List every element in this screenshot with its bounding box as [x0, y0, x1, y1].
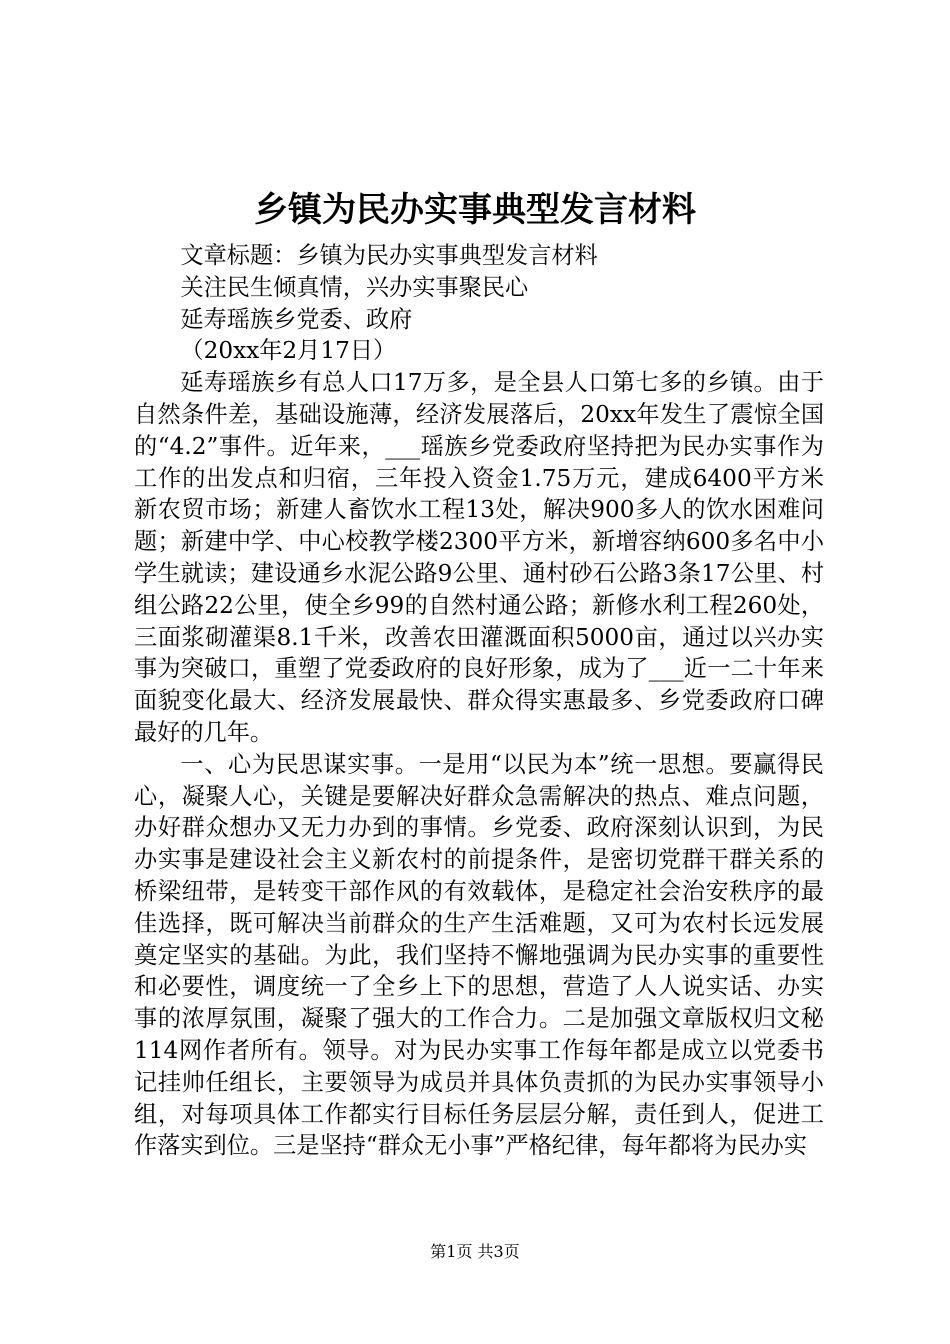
- article-author-line: 延寿瑶族乡党委、政府: [180, 305, 413, 333]
- document-title: 乡镇为民办实事典型发言材料: [254, 190, 696, 230]
- article-title-line: 文章标题：乡镇为民办实事典型发言材料: [180, 242, 598, 269]
- body-paragraph: 一、心为民思谋实事。一是用“以民为本”统一思想。要赢得民心，凝聚人心，关键是要解决好群众急需解决的热点、难点问题，办好群众想办又无力办到的事情。乡党委、政府深刻认识到，为民办实事是建设社会主义新农村的前提条件，是密切党群干群关系的桥梁纽带，是转变干部作风的有效载体，是稳定社会治安秩序的最佳选择，既可解决当前群众的生产生活难题，又可为农村长远发展奠定坚实的基础。为此，我们坚持不懈地强调为民办实事的重要性和必要性，调度统一了全乡上下的思想，营造了人人说实话、办实事的浓厚氛围，凝聚了强大的工作合力。二是加强文章版权归文秘114网作者所有。领导。对为民办实事工作每年都是成立以党委书记挂帅任组长，主要领导为成员并具体负责抓的为民办实事领导小组，对每项具体工作都实行目标任务层层分解，责任到人，促进工作落实到位。三是坚持“群众无小事”严格纪律，每年都将为民办实: [134, 750, 824, 1160]
- article-subtitle-line: 关注民生倾真情，兴办实事聚民心: [180, 273, 529, 301]
- document-body: [134, 240, 824, 1162]
- article-date-line: （20xx年2月17日）: [180, 337, 397, 365]
- body-paragraph: 延寿瑶族乡有总人口17万多，是全县人口第七多的乡镇。由于自然条件差，基础设施薄，经济发展落后，20xx年发生了震惊全国的“4.2”事件。近年来，___瑶族乡党委政府坚持把为民办实事作为工作的出发点和归宿，三年投入资金1.75万元，建成6400平方米新农贸市场；新建人畜饮水工程13处，解决900多人的饮水困难问题；新建中学、中心校教学楼2300平方米，新增容纳600多名中小学生就读；建设通乡水泥公路9公里、通村砂石公路3条17公里、村组公路22公里，使全乡99的自然村通公路；新修水利工程260处，三面浆砌灌渠8.1千米，改善农田灌溉面积5000亩，通过以兴办实事为突破口，重塑了党委政府的良好形象，成为了___近一二十年来面貌变化最大、经济发展最快、群众得实惠最多、乡党委政府口碑最好的几年。: [134, 369, 824, 746]
- page-footer: 第1页 共3页: [430, 1242, 520, 1261]
